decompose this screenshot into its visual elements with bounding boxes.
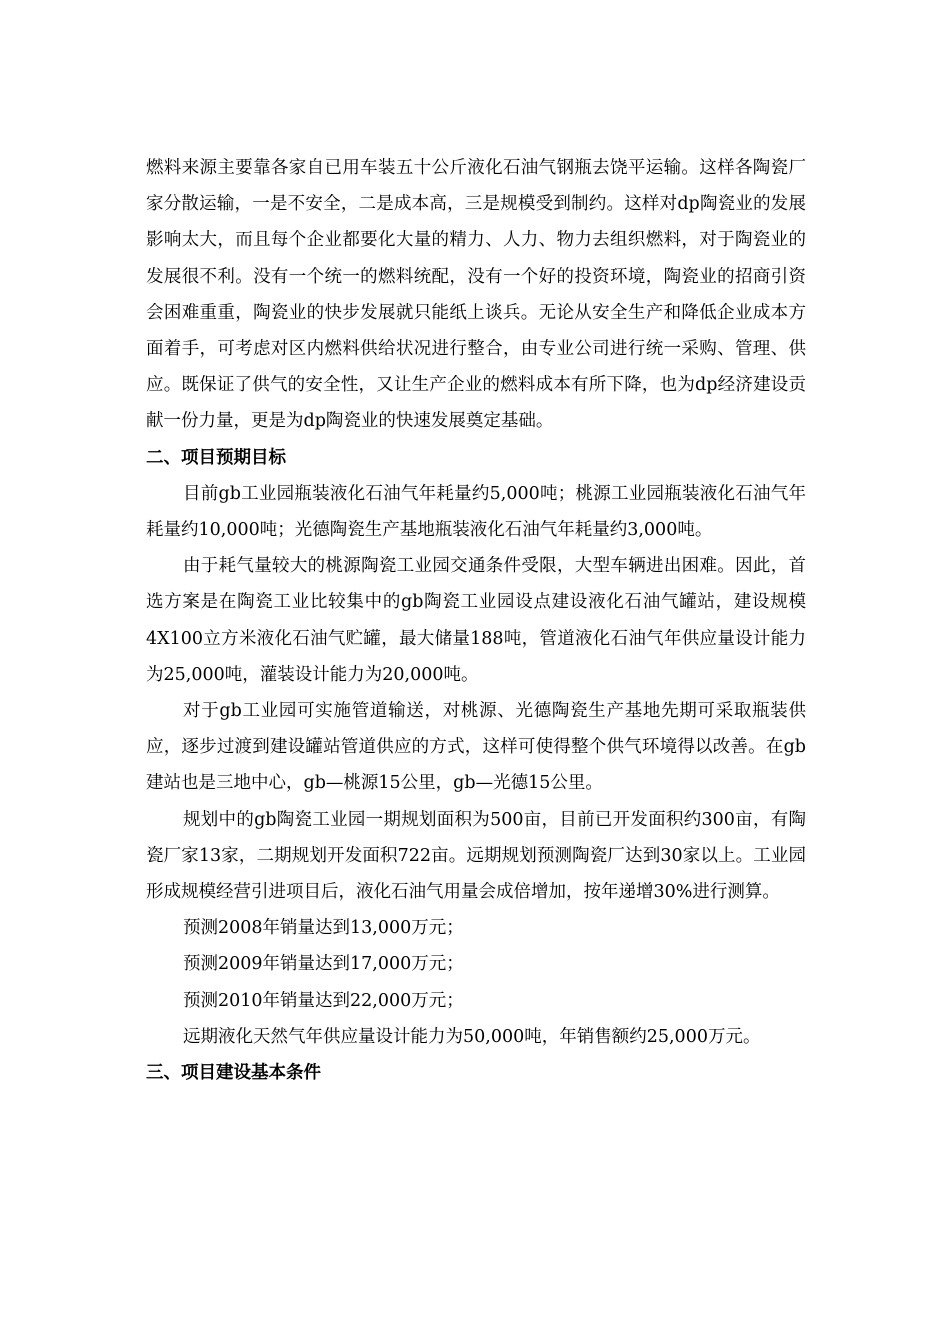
paragraph-pipeline-supply: 对于gb工业园可实施管道输送，对桃源、光德陶瓷生产基地先期可采取瓶装供应，逐步过渡到建设罐站管道供应的方式，这样可使得整个供气环境得以改善。在gb建站也是三地中心，gb—桃源15公里，gb—光德15公里。: [146, 701, 806, 794]
paragraph-fuel-source: 燃料来源主要靠各家自已用车装五十公斤液化石油气钢瓶去饶平运输。这样各陶瓷厂家分散运输，一是不安全，二是成本高，三是规模受到制约。这样对dp陶瓷业的发展影响太大，而且每个企业都要化大量的精力、人力、物力去组织燃料，对于陶瓷业的发展很不利。没有一个统一的燃料统配，没有一个好的投资环境，陶瓷业的招商引资会困难重重，陶瓷业的快步发展就只能纸上谈兵。无论从安全生产和降低企业成本方面着手，可考虑对区内燃料供给状况进行整合，由专业公司进行统一采购、管理、供应。既保证了供气的安全性，又让生产企业的燃料成本有所下降，也为dp经济建设贡献一份力量，更是为dp陶瓷业的快速发展奠定基础。: [146, 158, 806, 432]
paragraph-current-consumption: 目前gb工业园瓶装液化石油气年耗量约5,000吨；桃源工业园瓶装液化石油气年耗量约10,000吨；光德陶瓷生产基地瓶装液化石油气年耗量约3,000吨。: [146, 483, 806, 541]
paragraph-park-planning: 规划中的gb陶瓷工业园一期规划面积为500亩，目前已开发面积约300亩，有陶瓷厂家13家，二期规划开发面积722亩。远期规划预测陶瓷厂达到30家以上。工业园形成规模经营引进项目后，液化石油气用量会成倍增加，按年递增30%进行测算。: [146, 809, 806, 903]
paragraph-forecast-2008: 预测2008年销量达到13,000万元；: [183, 918, 464, 939]
section-heading-expected-goals: 二、项目预期目标: [146, 447, 286, 468]
paragraph-forecast-2010: 预测2010年销量达到22,000万元；: [183, 990, 464, 1011]
paragraph-forecast-2009: 预测2009年销量达到17,000万元；: [183, 954, 464, 975]
paragraph-long-term-capacity: 远期液化天然气年供应量设计能力为50,000吨，年销售额约25,000万元。: [183, 1026, 761, 1047]
paragraph-station-plan: 由于耗气量较大的桃源陶瓷工业园交通条件受限，大型车辆进出困难。因此，首选方案是在陶瓷工业比较集中的gb陶瓷工业园设点建设液化石油气罐站，建设规模4X100立方米液化石油气贮罐，最大储量188吨，管道液化石油气年供应量设计能力为25,000吨，灌装设计能力为20,000吨。: [146, 556, 806, 685]
section-heading-basic-conditions: 三、项目建设基本条件: [146, 1063, 321, 1084]
document-body: [146, 150, 806, 1091]
